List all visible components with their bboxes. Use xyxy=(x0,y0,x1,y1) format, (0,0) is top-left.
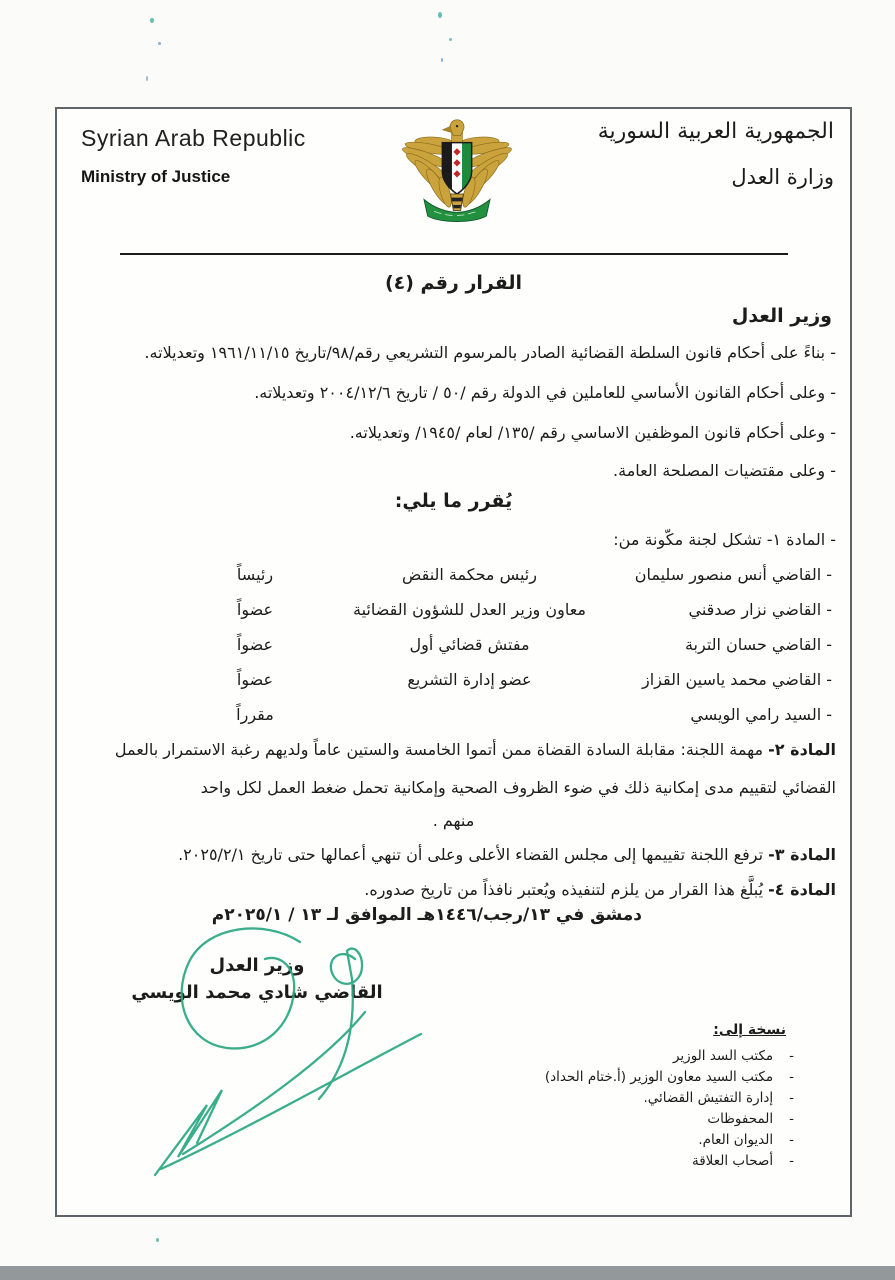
committee-row xyxy=(57,670,850,694)
committee-row xyxy=(57,635,850,659)
article-4: المادة ٤- يُبلَّغ هذا القرار من يلزم لتنفيذه ويُعتبر نافذاً من تاريخ صدوره. xyxy=(364,880,836,899)
article-4-label: المادة ٤- xyxy=(768,880,836,899)
copy-item: -المحفوظات xyxy=(707,1111,794,1127)
member-position: رئيساً xyxy=(236,565,274,584)
scan-bottom-edge xyxy=(0,1266,895,1280)
preamble-item-3: - وعلى أحكام قانون الموظفين الاساسي رقم /١٣٥/ لعام /١٩٤٥/ وتعديلاته. xyxy=(349,423,836,442)
member-name: - السيد رامي الويسي xyxy=(690,705,832,724)
preamble-item-4: - وعلى مقتضيات المصلحة العامة. xyxy=(613,461,836,480)
member-name: - القاضي أنس منصور سليمان xyxy=(634,565,832,584)
signatory-title: وزير العدل xyxy=(209,955,305,976)
dash-bullet: - xyxy=(789,1069,794,1085)
member-name: - القاضي حسان التربة xyxy=(684,635,832,654)
member-position: عضواً xyxy=(236,670,274,689)
member-position: عضواً xyxy=(236,600,274,619)
dash-bullet: - xyxy=(789,1090,794,1106)
article-2-line-3: منهم . xyxy=(432,811,475,830)
country-name-arabic: الجمهورية العربية السورية xyxy=(597,119,834,144)
copies-heading: نسخة إلى: xyxy=(713,1022,786,1038)
member-role: رئيس محكمة النقض xyxy=(402,565,537,584)
preamble-item-1: - بناءً على أحكام قانون السلطة القضائية الصادر بالمرسوم التشريعي رقم/٩٨/تاريخ ١٩٦١/١١/١٥ وتعديلاته. xyxy=(144,343,836,362)
date-line: دمشق في ١٣/رجب/١٤٤٦هـ الموافق لـ ١٣ / ٢٠٢٥/١م xyxy=(211,905,642,925)
dash-bullet: - xyxy=(789,1048,794,1064)
copy-item: -أصحاب العلاقة xyxy=(691,1153,794,1169)
decree-title: القرار رقم (٤) xyxy=(384,272,523,294)
copy-item: -إدارة التفتيش القضائي. xyxy=(643,1090,794,1106)
header-divider xyxy=(120,253,788,255)
dash-bullet: - xyxy=(789,1153,794,1169)
issuer-title: وزير العدل xyxy=(731,305,832,327)
header-english xyxy=(81,125,306,187)
article-3-label: المادة ٣- xyxy=(768,845,836,864)
copy-item: -مكتب السد الوزير xyxy=(672,1048,794,1064)
member-role: عضو إدارة التشريع xyxy=(407,670,532,689)
member-role: معاون وزير العدل للشؤون القضائية xyxy=(353,600,586,619)
member-position: مقرراً xyxy=(236,705,274,724)
syrian-eagle-icon xyxy=(402,115,512,231)
copy-item: -الديوان العام. xyxy=(698,1132,794,1148)
ministry-name-arabic: وزارة العدل xyxy=(731,165,834,189)
header-arabic xyxy=(598,119,834,189)
article-2-line-1: المادة ٢- مهمة اللجنة: مقابلة السادة القضاة ممن أتموا الخامسة والستين عاماً ولديهم رغبة الاستمرار بالعمل xyxy=(114,740,836,759)
dash-bullet: - xyxy=(789,1111,794,1127)
article-3: المادة ٣- ترفع اللجنة تقييمها إلى مجلس القضاء الأعلى وعلى أن تنهي أعمالها حتى تاريخ ٢٠٢٥/٢/١. xyxy=(178,845,836,864)
member-position: عضواً xyxy=(236,635,274,654)
decides-heading: يُقرر ما يلي: xyxy=(394,490,513,512)
copy-item: -مكتب السيد معاون الوزير (أ.ختام الحداد) xyxy=(544,1069,794,1085)
ministry-name-english: Ministry of Justice xyxy=(81,167,231,186)
committee-row xyxy=(57,705,850,729)
committee-row xyxy=(57,565,850,589)
signature-mark xyxy=(115,917,435,1187)
country-name-english: Syrian Arab Republic xyxy=(81,125,306,151)
committee-row xyxy=(57,600,850,624)
preamble-item-2: - وعلى أحكام القانون الأساسي للعاملين في الدولة رقم /٥٠ / تاريخ ٢٠٠٤/١٢/٦ وتعديلاته. xyxy=(254,383,836,402)
article-2-line-2: القضائي لتقييم مدى إمكانية ذلك في ضوء الظروف الصحية وإمكانية تحمل ضغط العمل لكل واحد xyxy=(200,778,836,797)
member-role: مفتش قضائي أول xyxy=(409,635,530,654)
article-1-intro: - المادة ١- تشكل لجنة مكّونة من: xyxy=(613,530,836,549)
member-name: - القاضي نزار صدقني xyxy=(688,600,832,619)
signatory-name: القاضي شادي محمد الويسي xyxy=(131,982,383,1003)
dash-bullet: - xyxy=(789,1132,794,1148)
article-2-label: المادة ٢- xyxy=(768,740,836,759)
member-name: - القاضي محمد ياسين القزاز xyxy=(641,670,832,689)
